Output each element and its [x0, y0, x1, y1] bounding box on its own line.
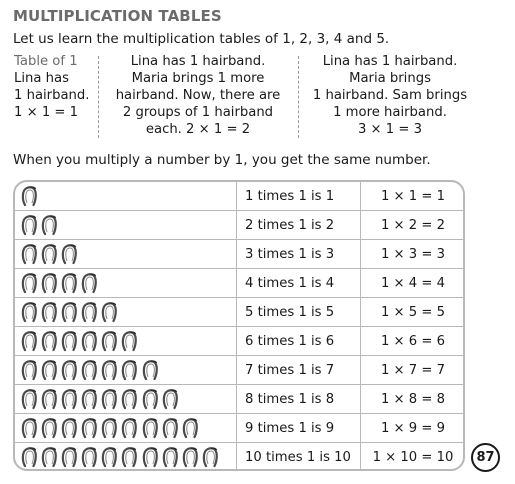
words-cell: 8 times 1 is 8: [237, 385, 361, 413]
hairband-icon: [41, 389, 59, 410]
rule-statement: When you multiply a number by 1, you get the same number.: [13, 152, 431, 168]
hairband-group-cell: [15, 240, 237, 268]
example-line: 1 hairband. Sam brings: [312, 88, 468, 103]
example-table-of-1: [14, 53, 98, 121]
hairband-icon: [41, 418, 59, 439]
equation-cell: 1 × 7 = 7: [380, 363, 446, 378]
hairband-icon: [41, 215, 59, 236]
words-cell: 7 times 1 is 7: [237, 356, 361, 384]
example-line: 1 hairband.: [14, 88, 90, 103]
hairband-group-cell: [15, 298, 237, 326]
hairband-group: [21, 447, 222, 468]
hairband-icon: [21, 447, 39, 468]
equation-cell: 1 × 8 = 8: [380, 392, 446, 407]
hairband-icon: [162, 389, 180, 410]
hairband-icon: [121, 389, 139, 410]
example-three-groups: [302, 53, 478, 138]
hairband-icon: [182, 418, 200, 439]
dashed-divider: [98, 56, 99, 138]
hairband-icon: [101, 360, 119, 381]
hairband-group-cell: [15, 211, 237, 239]
hairband-icon: [21, 215, 39, 236]
table-row: [15, 385, 463, 414]
example-equation: 1 × 1 = 1: [14, 105, 79, 120]
hairband-icon: [21, 389, 39, 410]
example-line: Lina has: [14, 71, 69, 86]
example-line: Maria brings 1 more: [131, 71, 265, 86]
equation-cell: 1 × 4 = 4: [380, 276, 446, 291]
hairband-group-cell: [15, 269, 237, 297]
example-equation: each. 2 × 1 = 2: [145, 122, 251, 137]
equation-cell: 1 × 9 = 9: [380, 421, 446, 436]
hairband-icon: [81, 418, 99, 439]
equation-cell: 1 × 6 = 6: [380, 334, 446, 349]
equation-cell: 1 × 10 = 10: [372, 450, 454, 465]
example-line: Lina has 1 hairband.: [130, 54, 266, 69]
hairband-icon: [41, 360, 59, 381]
hairband-group: [21, 302, 121, 323]
hairband-icon: [121, 447, 139, 468]
table-row: [15, 211, 463, 240]
hairband-group: [21, 186, 41, 207]
table-row: [15, 327, 463, 356]
table-row: [15, 182, 463, 211]
words-cell: 1 times 1 is 1: [237, 182, 361, 210]
hairband-group-cell: [15, 182, 237, 210]
hairband-icon: [81, 331, 99, 352]
equation-cell: 1 × 5 = 5: [380, 305, 446, 320]
hairband-group: [21, 244, 81, 265]
equation-cell: 1 × 3 = 3: [380, 247, 446, 262]
hairband-icon: [21, 302, 39, 323]
hairband-icon: [182, 447, 200, 468]
hairband-icon: [61, 360, 79, 381]
example-equation: 3 × 1 = 3: [357, 122, 423, 137]
hairband-icon: [61, 331, 79, 352]
hairband-icon: [142, 389, 160, 410]
hairband-icon: [61, 447, 79, 468]
hairband-icon: [61, 273, 79, 294]
example-heading: Table of 1: [14, 54, 78, 69]
hairband-icon: [41, 447, 59, 468]
hairband-icon: [81, 389, 99, 410]
multiplication-table: [13, 180, 465, 471]
hairband-icon: [21, 418, 39, 439]
hairband-icon: [61, 389, 79, 410]
hairband-icon: [41, 302, 59, 323]
hairband-icon: [202, 447, 220, 468]
hairband-icon: [61, 418, 79, 439]
example-two-groups: [100, 53, 296, 138]
words-cell: 2 times 1 is 2: [237, 211, 361, 239]
hairband-icon: [21, 360, 39, 381]
hairband-icon: [61, 302, 79, 323]
hairband-icon: [142, 418, 160, 439]
hairband-icon: [101, 418, 119, 439]
intro-text: Let us learn the multiplication tables of 1, 2, 3, 4 and 5.: [13, 31, 390, 47]
hairband-icon: [81, 273, 99, 294]
hairband-icon: [101, 331, 119, 352]
page-number: 87: [471, 443, 500, 472]
hairband-icon: [121, 418, 139, 439]
hairband-icon: [41, 244, 59, 265]
hairband-group: [21, 360, 162, 381]
hairband-group: [21, 418, 202, 439]
hairband-icon: [101, 447, 119, 468]
hairband-icon: [162, 447, 180, 468]
page-title: MULTIPLICATION TABLES: [13, 7, 222, 25]
example-line: 1 more hairband.: [333, 105, 447, 120]
hairband-group-cell: [15, 385, 237, 413]
hairband-icon: [121, 360, 139, 381]
hairband-group-cell: [15, 327, 237, 355]
words-cell: 5 times 1 is 5: [237, 298, 361, 326]
hairband-group-cell: [15, 414, 237, 442]
example-line: Maria brings: [349, 71, 431, 86]
hairband-group: [21, 273, 101, 294]
table-row: [15, 298, 463, 327]
table-row: [15, 414, 463, 443]
hairband-icon: [81, 302, 99, 323]
hairband-icon: [162, 418, 180, 439]
hairband-icon: [21, 186, 39, 207]
hairband-group: [21, 215, 61, 236]
hairband-icon: [41, 331, 59, 352]
hairband-icon: [81, 360, 99, 381]
table-row: [15, 443, 463, 471]
dashed-divider: [298, 56, 299, 138]
hairband-group: [21, 331, 142, 352]
hairband-icon: [21, 244, 39, 265]
table-row: [15, 356, 463, 385]
hairband-icon: [142, 447, 160, 468]
hairband-group: [21, 389, 182, 410]
hairband-group-cell: [15, 443, 237, 471]
hairband-icon: [142, 360, 160, 381]
example-line: 2 groups of 1 hairband: [122, 105, 274, 120]
words-cell: 4 times 1 is 4: [237, 269, 361, 297]
hairband-group-cell: [15, 356, 237, 384]
hairband-icon: [61, 244, 79, 265]
hairband-icon: [121, 331, 139, 352]
equation-cell: 1 × 2 = 2: [380, 218, 446, 233]
words-cell: 9 times 1 is 9: [237, 414, 361, 442]
hairband-icon: [21, 331, 39, 352]
hairband-icon: [41, 273, 59, 294]
hairband-icon: [21, 273, 39, 294]
words-cell: 3 times 1 is 3: [237, 240, 361, 268]
words-cell: 10 times 1 is 10: [237, 443, 361, 471]
table-row: [15, 269, 463, 298]
equation-cell: 1 × 1 = 1: [380, 189, 446, 204]
hairband-icon: [101, 389, 119, 410]
example-line: Lina has 1 hairband.: [322, 54, 458, 69]
example-line: hairband. Now, there are: [115, 88, 281, 103]
table-row: [15, 240, 463, 269]
words-cell: 6 times 1 is 6: [237, 327, 361, 355]
hairband-icon: [101, 302, 119, 323]
hairband-icon: [81, 447, 99, 468]
